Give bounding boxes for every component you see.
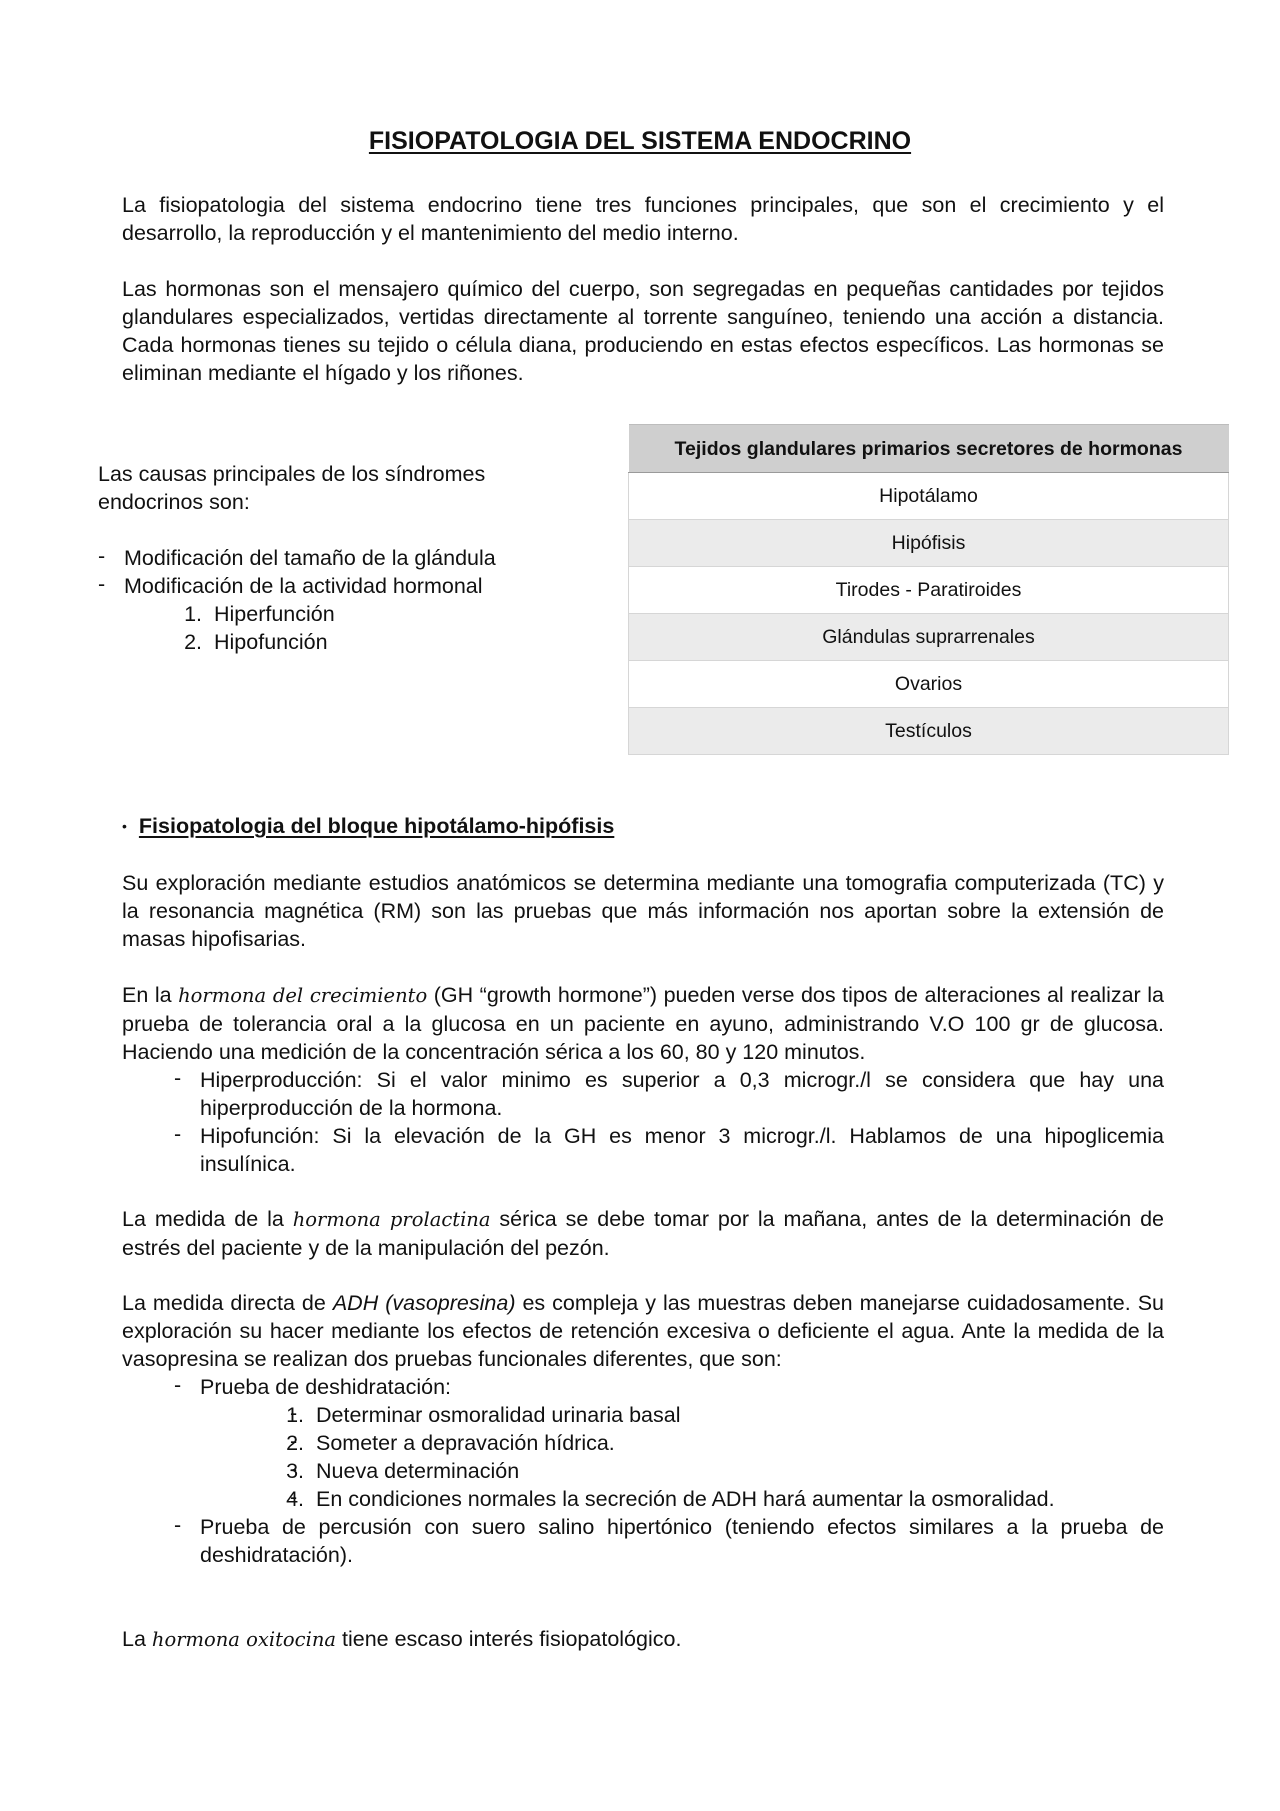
causes-intro: Las causas principales de los síndromes endocrinos son:: [98, 462, 486, 514]
intro-paragraph-2: Las hormonas son el mensajero químico del cuerpo, son segregadas en pequeñas cantidades por tejidos glandulares especializados, vertidas directamente al torrente sanguíneo, teniendo una acción a distancia. Cada hormonas tienes su tejido o célula diana, produciendo en estas efectos específicos. Las hormonas se eliminan mediante el hígado y los riñones.: [122, 277, 1164, 385]
intro-paragraph-1: La fisiopatologia del sistema endocrino tiene tres funciones principales, que son el crecimiento y el desarrollo, la reproducción y el mantenimiento del medio interno.: [122, 193, 1164, 245]
list-item: - 2. Someter a depravación hídrica.: [316, 1429, 1164, 1457]
section-paragraph-5: La hormona oxitocina tiene escaso interés fisiopatológico.: [122, 1627, 682, 1651]
table-row: Tirodes - Paratiroides: [629, 567, 1229, 614]
list-item: - Hiperproducción: Si el valor minimo es superior a 0,3 microgr./l se considera que hay una hiperproducción de la hormona.: [200, 1066, 1164, 1122]
list-item: - 4. En condiciones normales la secreción de ADH hará aumentar la osmoralidad.: [316, 1485, 1164, 1513]
list-item: - Prueba de percusión con suero salino hipertónico (teniendo efectos similares a la prueba de deshidratación).: [200, 1513, 1164, 1569]
table-row: Hipófisis: [629, 520, 1229, 567]
list-item: - 3. Nueva determinación: [316, 1457, 1164, 1485]
table-header: Tejidos glandulares primarios secretores de hormonas: [629, 425, 1229, 473]
list-item: - Modificación de la actividad hormonal: [124, 572, 538, 600]
table-row: Ovarios: [629, 661, 1229, 708]
list-item: - Modificación del tamaño de la glándula: [124, 544, 538, 572]
list-item: - Prueba de deshidratación: - 1. Determinar osmoralidad urinaria basal - 2. Someter a depravación hídrica. - 3. Nueva determinación - 4. En condiciones normales la secreción de ADH hará aumentar la osmoralidad.: [200, 1373, 1164, 1513]
section-paragraph-4: La medida directa de ADH (vasopresina) es compleja y las muestras deben manejarse cuidadosamente. Su exploración su hacer mediante los efectos de retención excesiva o deficiente el agua. Ante la medida de la vasopresina se realizan dos pruebas funcionales diferentes, que son: - Prueba de deshidratación: - 1. Determinar osmoralidad urinaria basal - 2. Someter a depravación hídrica. - 3. Nueva determinación - 4. En condiciones normales la secreción de ADH hará aumentar la osmoralidad. - Prueba de percusión con suero salino hipertónico (teniendo efectos similares a la prueba de deshidratación).: [122, 1289, 1164, 1569]
list-item: - Hipofunción: Si la elevación de la GH es menor 3 microgr./l. Hablamos de una hipoglicemia insulínica.: [200, 1122, 1164, 1178]
section-paragraph-2: En la hormona del crecimiento (GH “growth hormone”) pueden verse dos tipos de alteraciones al realizar la prueba de tolerancia oral a la glucosa en un paciente en ayuno, administrando V.O 100 gr de glucosa. Haciendo una medición de la concentración sérica a los 60, 80 y 120 minutos. - Hiperproducción: Si el valor minimo es superior a 0,3 microgr./l se considera que hay una hiperproducción de la hormona. - Hipofunción: Si la elevación de la GH es menor 3 microgr./l. Hablamos de una hipoglicemia insulínica.: [122, 981, 1164, 1178]
causes-sublist: [184, 600, 538, 656]
list-item: 1. Hiperfunción: [184, 602, 335, 626]
causes-list: [124, 544, 538, 600]
page-title: FISIOPATOLOGIA DEL SISTEMA ENDOCRINO: [368, 127, 912, 155]
table-row: Hipotálamo: [629, 473, 1229, 520]
gh-list: [200, 1066, 1164, 1178]
tests-list: [200, 1373, 1164, 1569]
section-paragraph-3: La medida de la hormona prolactina sérica se debe tomar por la mañana, antes de la determinación de estrés del paciente y de la manipulación del pezón.: [122, 1207, 1164, 1260]
section-heading: • Fisiopatologia del bloque hipotálamo-hipófisis: [122, 814, 615, 838]
table-row: Glándulas suprarrenales: [629, 614, 1229, 661]
dehydration-steps: [286, 1401, 1164, 1513]
causes-block: [98, 460, 538, 656]
bullet-icon: •: [122, 818, 127, 834]
table-row: Testículos: [629, 708, 1229, 755]
list-item: 2. Hipofunción: [184, 630, 328, 654]
section-paragraph-1: Su exploración mediante estudios anatómicos se determina mediante una tomografia computerizada (TC) y la resonancia magnética (RM) son las pruebas que más información nos aportan sobre la extensión de masas hipofisarias.: [122, 871, 1164, 951]
list-item: - 1. Determinar osmoralidad urinaria basal: [316, 1401, 1164, 1429]
glands-table: [628, 424, 1229, 755]
